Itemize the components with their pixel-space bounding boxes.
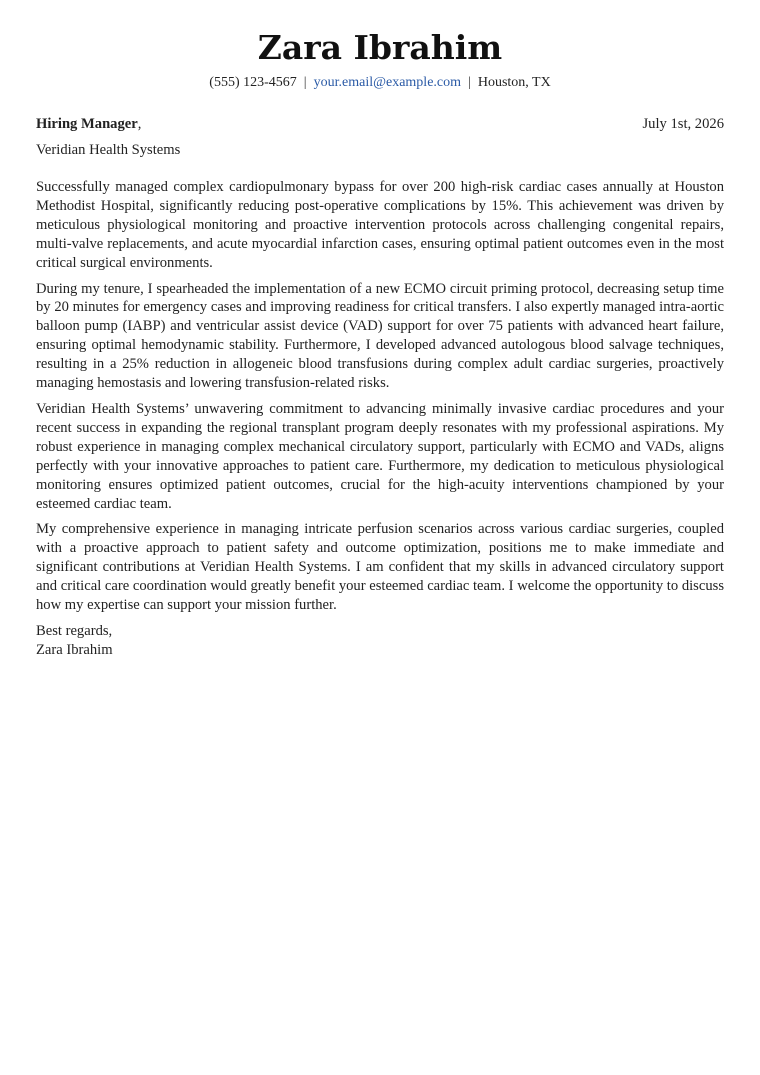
location: Houston, TX xyxy=(477,75,551,90)
cover-letter-page xyxy=(36,28,724,660)
body-paragraph: My comprehensive experience in managing intricate perfusion scenarios across various cardiac surgeries, coupled with a proactive approach to patient safety and outcome optimization, positions me to make immediate and significant contributions at Veridian Health Systems. I am confident that my skills in advanced circulatory support and critical care coordination would greatly benefit your esteemed cardiac team. I welcome the opportunity to discuss how my expertise can support your mission further. xyxy=(36,521,724,614)
letter-body xyxy=(36,178,724,615)
recipient-comma: , xyxy=(137,116,142,132)
closing-salutation: Best regards, xyxy=(36,622,113,639)
closing-block xyxy=(36,622,724,660)
contact-line xyxy=(36,73,724,93)
signature-name: Zara Ibrahim xyxy=(36,641,113,658)
body-paragraph: Successfully managed complex cardiopulmonary bypass for over 200 high-risk cardiac cases annually at Houston Methodist Hospital, significantly reducing post-operative complications by 15%. This achievement was driven by meticulous physiological monitoring and proactive intervention protocols across challenging congenital repairs, multi-valve replacements, and acute myocardial infarction cases, ensuring optimal patient outcomes even in the most critical surgical environments. xyxy=(36,179,724,271)
email-link[interactable]: your.email@example.com xyxy=(313,75,462,90)
recipient-line xyxy=(36,114,141,134)
separator: | xyxy=(303,75,307,90)
separator: | xyxy=(468,75,471,90)
company-name: Veridian Health Systems xyxy=(36,142,181,158)
body-paragraph: Veridian Health Systems’ unwavering commitment to advancing minimally invasive cardiac procedures and your recent success in expanding the regional transplant program deeply resonates with my professional aspirations. My robust experience in managing complex mechanical circulatory support, particularly with ECMO and VADs, aligns perfectly with your innovative approaches to patient care. Furthermore, my dedication to meticulous physiological monitoring ensures optimized patient outcomes, crucial for the high-acuity interventions championed by your esteemed cardiac team. xyxy=(36,400,724,512)
recipient-name: Hiring Manager xyxy=(36,116,138,132)
recipient-date-row xyxy=(36,114,724,134)
applicant-name: Zara Ibrahim xyxy=(257,28,503,67)
letter-date: July 1st, 2026 xyxy=(642,116,724,132)
phone-number: (555) 123-4567 xyxy=(209,75,297,90)
body-paragraph: During my tenure, I spearheaded the implementation of a new ECMO circuit priming protocol, decreasing setup time by 20 minutes for emergency cases and improving readiness for critical transfers. I also expertly managed intra-aortic balloon pump (IABP) and ventricular assist device (VAD) support for over 75 patients with advanced heart failure, ensuring optimal hemodynamic stability. Furthermore, I developed advanced autologous blood salvage techniques, resulting in a 25% reduction in allogeneic blood transfusions during complex adult cardiac surgeries, proactively managing hemostasis and lowering transfusion-related risks. xyxy=(36,280,724,392)
